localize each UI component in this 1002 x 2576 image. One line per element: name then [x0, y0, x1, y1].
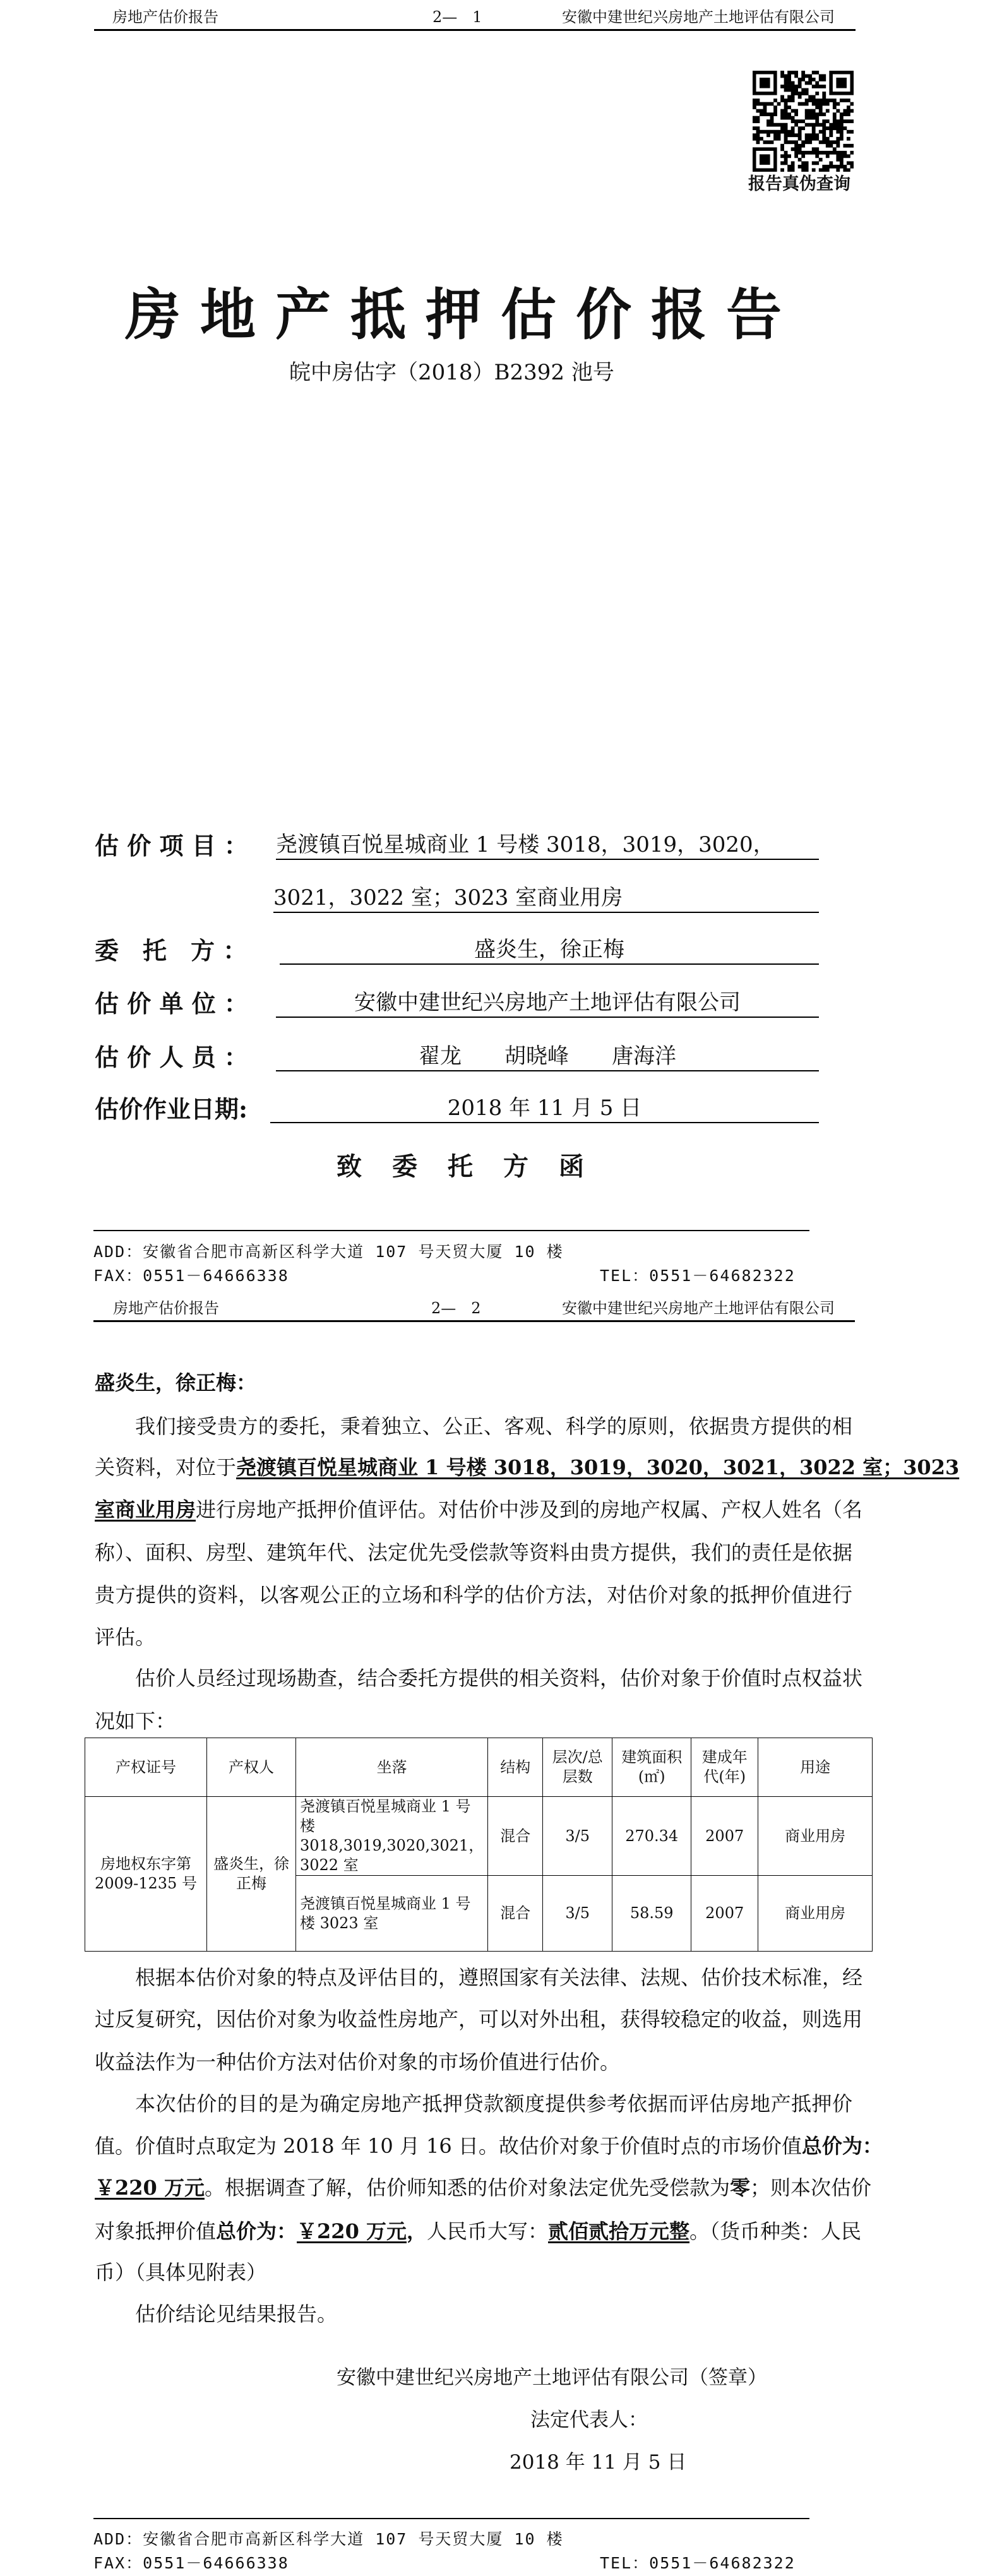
text-run: 值。价值时点取定为 2018 年 10 月 16 日。故估价对象于价值时点的市场价值 — [95, 2134, 802, 2158]
footer-divider — [93, 1230, 809, 1231]
text-run: 室商业用房 — [95, 1498, 196, 1522]
text-run: 。根据调查了解，估价师知悉的估价对象法定优先受偿款为 — [204, 2176, 730, 2200]
paragraph-line — [95, 2005, 863, 2033]
table-row — [85, 1797, 873, 1876]
text-run: 本次估价的目的是为确定房地产抵押贷款额度提供参考依据而评估房地产抵押价 — [135, 2092, 852, 2116]
report-title: 房地产抵押估价报告 — [125, 282, 802, 347]
paragraph-line — [95, 1623, 852, 1651]
text-run: 我们接受贵方的委托，秉着独立、公正、客观、科学的原则，依据贵方提供的相 — [135, 1414, 852, 1438]
property-table — [85, 1738, 873, 1952]
cell-area: 58.59 — [612, 1876, 691, 1952]
text-run: 总价为： — [801, 2134, 883, 2158]
text-run: 。（货币种类：人民 — [689, 2219, 862, 2243]
table-header-row — [85, 1738, 873, 1797]
paragraph-line — [135, 1964, 863, 1991]
field-label-appraiser-org: 估 价 单 位 ： — [95, 989, 248, 1018]
th-cert: 产权证号 — [85, 1738, 207, 1797]
paragraph-line — [135, 1412, 852, 1440]
field-value-project: 尧渡镇百悦星城商业 1 号楼 3018，3019，3020， — [276, 832, 775, 857]
paragraph-line — [135, 2300, 852, 2328]
footer-address: ADD：安徽省合肥市高新区科学大道 107 号天贸大厦 10 楼 — [93, 1243, 564, 1261]
text-run: ￥220 万元 — [95, 2176, 205, 2200]
field-value-appraisers: 翟龙 胡晓峰 唐海洋 — [419, 1044, 676, 1069]
header-page-number: 2— 2 — [431, 1299, 481, 1317]
field-label-appraisers: 估 价 人 员 ： — [95, 1043, 248, 1071]
field-label-date: 估价作业日期: — [95, 1095, 248, 1123]
signature-representative: 法定代表人： — [530, 2409, 648, 2431]
paragraph-line — [95, 1539, 852, 1566]
text-run: ￥220 万元 — [297, 2219, 407, 2243]
text-run: 总价为： — [216, 2219, 297, 2243]
th-area: 建筑面积(㎡) — [612, 1738, 691, 1797]
footer-address: ADD：安徽省合肥市高新区科学大道 107 号天贸大厦 10 楼 — [93, 2530, 564, 2548]
salutation: 盛炎生，徐正梅： — [95, 1371, 257, 1395]
th-address: 坐落 — [296, 1738, 488, 1797]
text-run: 根据本估价对象的特点及评估目的，遵照国家有关法律、法规、估价技术标准，经 — [135, 1965, 863, 1989]
text-run: 估价结论见结果报告。 — [135, 2302, 338, 2326]
cell-year: 2007 — [691, 1797, 758, 1876]
th-year: 建成年代(年) — [691, 1738, 758, 1797]
field-value-appraiser-org: 安徽中建世纪兴房地产土地评估有限公司 — [354, 990, 741, 1015]
cell-use: 商业用房 — [758, 1797, 873, 1876]
footer-fax: FAX：0551－64666338 — [93, 1267, 289, 1285]
text-run: 尧渡镇百悦星城商业 1 号楼 3018，3019，3020，3021，3022 室；3023 — [236, 1455, 960, 1479]
paragraph-line — [95, 2258, 852, 2286]
paragraph-line — [95, 1453, 960, 1481]
cell-area: 270.34 — [612, 1797, 691, 1876]
qr-label: 报告真伪查询 — [748, 174, 850, 194]
paragraph-line — [95, 1581, 852, 1609]
text-run: 人民币大写： — [427, 2219, 549, 2243]
footer-tel: TEL：0551－64682322 — [600, 2554, 796, 2572]
text-run: ；则本次估价 — [749, 2176, 871, 2200]
th-structure: 结构 — [488, 1738, 543, 1797]
field-label-project: 估 价 项 目 ： — [95, 832, 248, 860]
paragraph-line — [95, 1496, 863, 1524]
text-run: 评估。 — [95, 1625, 156, 1649]
letter-heading: 致 委 托 方 函 — [337, 1152, 587, 1181]
header-divider — [93, 1320, 855, 1322]
header-page-number: 2— 1 — [432, 8, 482, 26]
cell-use: 商业用房 — [758, 1876, 873, 1952]
signature-date: 2018 年 11 月 5 日 — [510, 2451, 687, 2474]
text-run: 称）、面积、房型、建筑年代、法定优先受偿款等资料由贵方提供，我们的责任是依据 — [95, 1541, 853, 1565]
paragraph-line — [95, 1707, 852, 1735]
text-run: 估价人员经过现场勘查，结合委托方提供的相关资料，估价对象于价值时点权益状 — [135, 1666, 863, 1690]
paragraph-line — [95, 2217, 862, 2245]
header-right: 安徽中建世纪兴房地产土地评估有限公司 — [562, 8, 835, 26]
text-run: 贰佰贰拾万元整 — [548, 2219, 690, 2243]
footer-tel: TEL：0551－64682322 — [600, 1267, 796, 1285]
cell-structure: 混合 — [488, 1797, 543, 1876]
header-left: 房地产估价报告 — [113, 1299, 219, 1317]
text-run: 收益法作为一种估价方法对估价对象的市场价值进行估价。 — [95, 2050, 621, 2074]
text-run: ， — [406, 2219, 427, 2243]
field-value-client: 盛炎生，徐正梅 — [474, 937, 624, 962]
field-label-client: 委 托 方 ： — [95, 936, 248, 965]
text-run: 对象抵押价值 — [95, 2219, 217, 2243]
cell-owner: 盛炎生，徐正梅 — [207, 1797, 296, 1952]
th-floors: 层次/总层数 — [543, 1738, 612, 1797]
cell-year: 2007 — [691, 1876, 758, 1952]
text-run: 过反复研究，因估价对象为收益性房地产，可以对外出租，获得较稳定的收益，则选用 — [95, 2007, 863, 2031]
cell-cert-no: 房地权东字第 2009-1235 号 — [85, 1797, 207, 1952]
text-run: 贵方提供的资料，以客观公正的立场和科学的估价方法，对估价对象的抵押价值进行 — [95, 1583, 852, 1607]
text-run: 况如下： — [95, 1709, 176, 1733]
header-divider — [94, 29, 856, 31]
text-run: 币）（具体见附表） — [95, 2260, 267, 2284]
paragraph-line — [95, 2132, 883, 2160]
signature-company: 安徽中建世纪兴房地产土地评估有限公司（签章） — [337, 2366, 767, 2389]
cell-floors: 3/5 — [543, 1797, 612, 1876]
field-value-date: 2018 年 11 月 5 日 — [447, 1095, 642, 1121]
th-owner: 产权人 — [207, 1738, 296, 1797]
cell-floors: 3/5 — [543, 1876, 612, 1952]
field-value-project-cont: 3021，3022 室；3023 室商业用房 — [273, 885, 623, 910]
footer-divider — [93, 2518, 809, 2519]
header-right: 安徽中建世纪兴房地产土地评估有限公司 — [562, 1299, 835, 1317]
cell-address: 尧渡镇百悦星城商业 1 号楼 3018,3019,3020,3021，3022 室 — [296, 1797, 488, 1876]
text-run: 进行房地产抵押价值评估。对估价中涉及到的房地产权属、产权人姓名（名 — [196, 1498, 863, 1522]
header-left: 房地产估价报告 — [112, 8, 218, 26]
paragraph-line — [135, 1664, 863, 1692]
text-run: 关资料，对位于 — [95, 1455, 237, 1479]
text-run: 零 — [729, 2176, 750, 2200]
report-number: 皖中房估字（2018）B2392 池号 — [289, 360, 614, 385]
paragraph-line — [135, 2090, 852, 2118]
cell-structure: 混合 — [488, 1876, 543, 1952]
th-use: 用途 — [758, 1738, 873, 1797]
paragraph-line — [95, 2174, 871, 2202]
cell-address: 尧渡镇百悦星城商业 1 号楼 3023 室 — [296, 1876, 488, 1952]
qr-code-icon[interactable] — [753, 71, 854, 172]
footer-fax: FAX：0551－64666338 — [93, 2554, 289, 2572]
paragraph-line — [95, 2048, 852, 2076]
